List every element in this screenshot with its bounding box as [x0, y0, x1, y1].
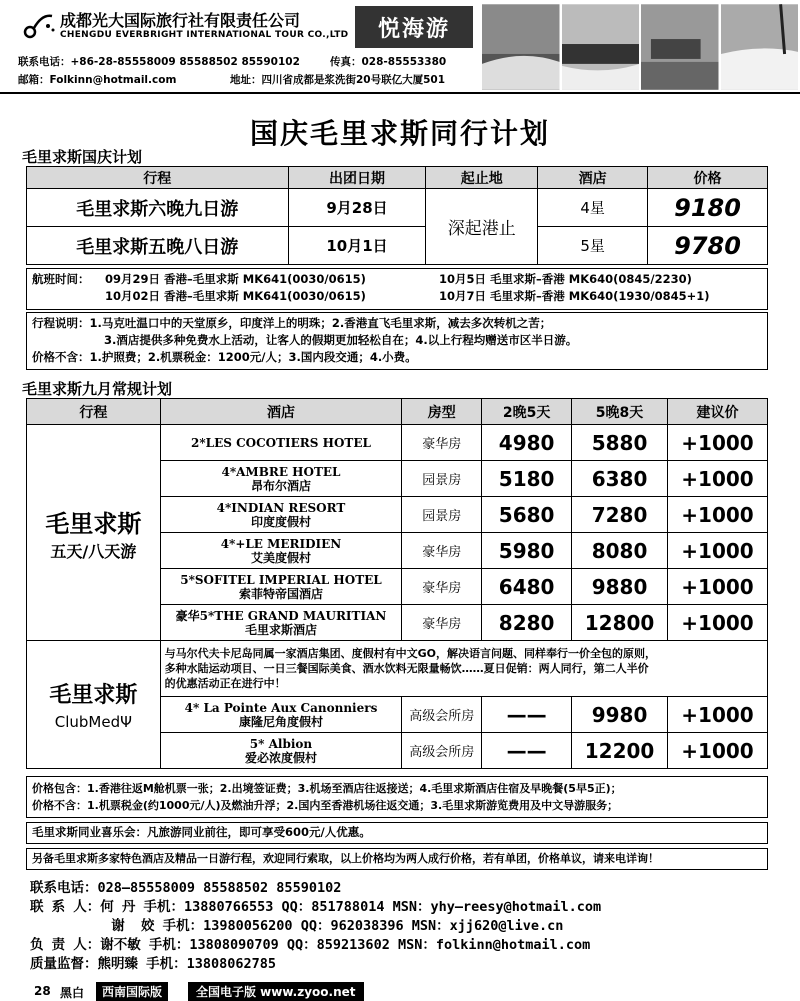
hotel-cell — [160, 497, 402, 533]
flight-text: 10月02日 香港–毛里求斯 MK641(0030/0615) — [105, 289, 366, 303]
group-label: 毛里求斯 — [45, 509, 142, 538]
company-name-en: CHENGDU EVERBRIGHT INTERNATIONAL TOUR CO.,LTD — [60, 30, 349, 40]
more-info-box — [26, 848, 768, 870]
beach-photo-1 — [482, 4, 560, 90]
col-header: 起止地 — [426, 167, 538, 189]
col-header: 建议价 — [668, 399, 768, 425]
itinerary-notes-box — [26, 312, 768, 370]
col-header: 2晚5天 — [482, 399, 572, 425]
desc-line: 的优惠活动正在进行中！ — [164, 677, 286, 690]
flight-text: 10月5日 毛里求斯–香港 MK640(0845/2230) — [439, 272, 692, 286]
price-cell: 9980 — [572, 697, 668, 733]
room-cell: 园景房 — [402, 461, 482, 497]
contact-phone: 联系电话：028–85558009 85588502 85590102 — [30, 880, 342, 896]
group-label-cell — [27, 425, 161, 641]
clubmed-desc-row — [27, 641, 768, 697]
flight-text: 10月7日 毛里求斯–香港 MK640(1930/0845+1) — [439, 289, 710, 303]
hotel-cell — [160, 569, 402, 605]
desc-line: 与马尔代夫卡尼岛同属一家酒店集团、度假村有中文GO，解决语言问题、同样奉行一价全包的原则， — [164, 647, 657, 660]
price-cell: 12200 — [572, 733, 668, 769]
hotel-name-cn: 昂布尔酒店 — [250, 478, 311, 493]
room-cell: 高级会所房 — [402, 697, 482, 733]
room-cell: 豪华房 — [402, 425, 482, 461]
footer — [0, 982, 800, 1000]
trident-icon: Ψ — [120, 713, 132, 731]
hotel-name-en: 2*LES COCOTIERS HOTEL — [191, 435, 371, 450]
col-header: 房型 — [402, 399, 482, 425]
photo-strip — [482, 4, 798, 90]
room-cell: 园景房 — [402, 497, 482, 533]
beach-photo-3 — [721, 4, 799, 90]
hotel-cell — [160, 533, 402, 569]
room-cell: 豪华房 — [402, 533, 482, 569]
group-label-cell — [27, 641, 161, 769]
contact-supervisor: 质量监督：熊明臻 手机：13808062785 — [30, 956, 277, 972]
departure-cell: 深起港止 — [426, 189, 538, 265]
room-cell: 豪华房 — [402, 605, 482, 641]
col-header: 出团日期 — [288, 167, 426, 189]
hotel-name-cn: 爱必浓度假村 — [244, 750, 317, 765]
section-badge: 西南国际版 — [96, 982, 168, 1001]
brand-logo: 悦海游 — [355, 6, 473, 48]
include-text: 价格包含：1.香港往返M舱机票一张；2.出境签证费；3.机场至酒店往返接送；4.毛里求斯酒店住宿及早晚餐(5早5正)； — [32, 782, 622, 795]
more-text: 另备毛里求斯多家特色酒店及精品一日游行程，欢迎同行索取，以上价格均为两人成行价格，若有单团，价格单议，请来电详询！ — [32, 852, 659, 865]
route-cell: 毛里求斯六晚九日游 — [27, 189, 289, 227]
col-header: 行程 — [27, 167, 289, 189]
email-line: 邮箱：Folkinn@hotmail.com — [18, 74, 177, 86]
address-line: 地址：四川省成都是浆洗街20号联亿大厦501 — [230, 74, 446, 86]
price-cell: 4980 — [482, 425, 572, 461]
price-cell: 5880 — [572, 425, 668, 461]
notes-text: 行程说明：1.马克吐温口中的天堂原乡，印度洋上的明珠；2.香港直飞毛里求斯，减去多次转机之苦； — [32, 316, 552, 330]
price-cell: +1000 — [668, 569, 768, 605]
clubmed-description — [160, 641, 767, 697]
flight-text: 09月29日 香港–毛里求斯 MK641(0030/0615) — [105, 272, 366, 286]
price-cell: 9780 — [648, 227, 768, 265]
hotel-name-cn: 印度度假村 — [250, 514, 311, 529]
phone-line: 联系电话：+86-28-85558009 85588502 85590102 — [18, 56, 300, 68]
company-logo-icon — [20, 8, 56, 44]
col-header: 行程 — [27, 399, 161, 425]
edition-badge: 全国电子版 www.zyoo.net — [188, 982, 364, 1001]
price-cell: +1000 — [668, 425, 768, 461]
hotel-cell — [160, 425, 402, 461]
price-include-box — [26, 776, 768, 818]
table-header-row — [27, 167, 768, 189]
hotel-name-en: 5*SOFITEL IMPERIAL HOTEL — [180, 572, 382, 587]
price-cell: +1000 — [668, 533, 768, 569]
table-row — [27, 227, 768, 265]
price-cell: 5980 — [482, 533, 572, 569]
price-cell: 9180 — [648, 189, 768, 227]
resort-photo — [641, 4, 719, 90]
exclude-text: 价格不含：1.机票税金(约1000元/人)及燃油升浮；2.国内至香港机场往返交通；3.毛里求斯游览费用及中文导游服务； — [32, 799, 619, 812]
color-label: 黑白 — [60, 986, 85, 1000]
price-cell: 5180 — [482, 461, 572, 497]
hotel-name-cn: 康隆尼角度假村 — [238, 714, 323, 729]
hotel-name-en: 4*AMBRE HOTEL — [221, 464, 341, 479]
col-header: 酒店 — [538, 167, 648, 189]
price-cell: 5680 — [482, 497, 572, 533]
contact-person-1: 联 系 人：何 丹 手机：13880766553 QQ：851788014 MSN：yhy–reesy@hotmail.com — [30, 899, 602, 915]
hotel-cell: 5星 — [538, 227, 648, 265]
col-header: 酒店 — [160, 399, 402, 425]
flight-label: 航班时间： — [32, 272, 90, 286]
room-cell: 豪华房 — [402, 569, 482, 605]
promo-box — [26, 822, 768, 844]
beach-photo-2 — [562, 4, 640, 90]
flight-info-box — [26, 268, 768, 310]
clubmed-logo — [27, 713, 160, 731]
price-cell: 8280 — [482, 605, 572, 641]
price-cell: +1000 — [668, 605, 768, 641]
room-cell: 高级会所房 — [402, 733, 482, 769]
page-title: 国庆毛里求斯同行计划 — [249, 117, 550, 150]
col-header: 5晚8天 — [572, 399, 668, 425]
route-cell: 毛里求斯五晚八日游 — [27, 227, 289, 265]
hotel-cell: 4星 — [538, 189, 648, 227]
hotel-cell — [160, 733, 402, 769]
notes-text: 3.酒店提供多种免费水上活动，让客人的假期更加轻松自在；4.以上行程均赠送市区半日游。 — [104, 333, 578, 347]
section-title-september: 毛里求斯九月常规计划 — [22, 380, 173, 398]
hotel-cell — [160, 461, 402, 497]
date-cell: 9月28日 — [288, 189, 426, 227]
contact-manager: 负 责 人：谢不敏 手机：13808090709 QQ：859213602 MSN：folkinn@hotmail.com — [30, 937, 591, 953]
price-cell: 6380 — [572, 461, 668, 497]
hotel-name-cn: 索菲特帝国酒店 — [238, 586, 323, 601]
price-cell: —— — [482, 697, 572, 733]
hotel-cell — [160, 697, 402, 733]
price-cell: 6480 — [482, 569, 572, 605]
contact-person-2: 谢 姣 手机：13980056200 QQ：962038396 MSN：xjj620@live.cn — [30, 918, 564, 934]
hotel-name-en: 4*INDIAN RESORT — [216, 500, 346, 515]
promo-text: 毛里求斯同业喜乐会：凡旅游同业前往，即可享受600元/人优惠。 — [32, 825, 371, 839]
hotel-name-cn: 艾美度假村 — [250, 550, 311, 565]
price-cell: 7280 — [572, 497, 668, 533]
desc-line: 多种水陆运动项目、一日三餐国际美食、酒水饮料无限量畅饮……夏日促销：两人同行，第二人半价 — [164, 662, 649, 675]
national-day-table — [26, 166, 768, 265]
section-title-national-day: 毛里求斯国庆计划 — [22, 148, 143, 166]
price-cell: 8080 — [572, 533, 668, 569]
september-table — [26, 398, 768, 769]
price-cell: 12800 — [572, 605, 668, 641]
table-row — [27, 425, 768, 461]
hotel-name-en: 5* Albion — [249, 736, 313, 751]
notes-text: 价格不含：1.护照费；2.机票税金：1200元/人；3.国内段交通；4.小费。 — [32, 350, 417, 364]
hotel-name-en: 4*+LE MERIDIEN — [220, 536, 342, 551]
price-cell: 9880 — [572, 569, 668, 605]
hotel-name-en: 豪华5*THE GRAND MAURITIAN — [175, 608, 387, 623]
price-cell: +1000 — [668, 733, 768, 769]
price-cell: +1000 — [668, 497, 768, 533]
header — [0, 0, 800, 94]
hotel-name-cn: 毛里求斯酒店 — [244, 622, 317, 637]
price-cell: +1000 — [668, 697, 768, 733]
hotel-cell — [160, 605, 402, 641]
date-cell: 10月1日 — [288, 227, 426, 265]
group-label: 毛里求斯 — [49, 683, 138, 708]
group-sublabel: 五天/八天游 — [50, 541, 137, 561]
table-header-row — [27, 399, 768, 425]
table-row — [27, 189, 768, 227]
company-name-cn: 成都光大国际旅行社有限责任公司 — [60, 11, 301, 30]
price-cell: —— — [482, 733, 572, 769]
clubmed-logo-text: ClubMed — [54, 713, 121, 731]
hotel-name-en: 4* La Pointe Aux Canonniers — [184, 700, 378, 715]
col-header: 价格 — [648, 167, 768, 189]
price-cell: +1000 — [668, 461, 768, 497]
page-number: 28 — [34, 984, 51, 998]
fax-line: 传真：028-85553380 — [330, 56, 447, 68]
